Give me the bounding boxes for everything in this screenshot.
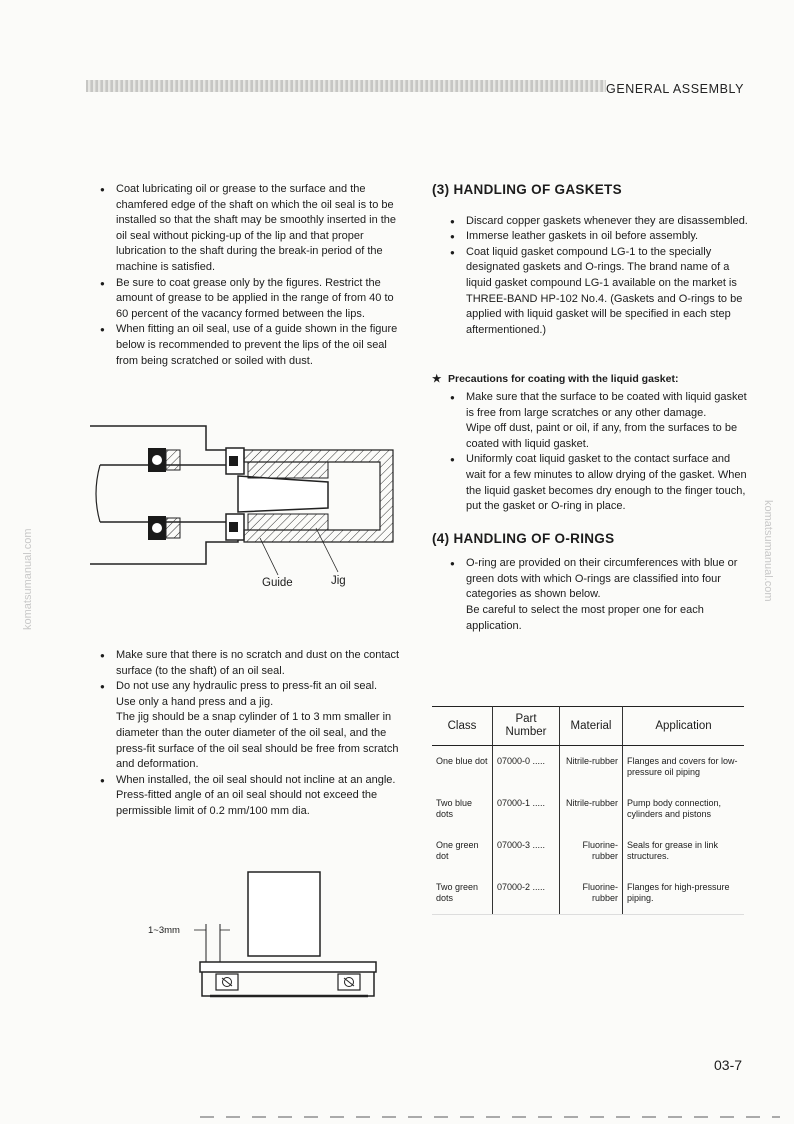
list-item: [450, 452, 748, 514]
bullet-line: Be careful to select the most proper one for each application.: [466, 604, 704, 632]
bullet-line: ● Make sure that there is no scratch and dust on the contact surface (to the shaft) of an oil seal.: [116, 649, 400, 677]
cell-class: Two green dots: [432, 872, 493, 915]
page-number: 03-7: [714, 1057, 743, 1073]
cell-application: Flanges and covers for low-pressure oil piping: [627, 756, 738, 777]
bullet-line: ● O-ring are provided on their circumferences with blue or green dots with which O-rings are classified into four categories as shown below.: [466, 557, 738, 601]
list-item: ● Coat lubricating oil or grease to the surface and the chamfered edge of the shaft on which the oil seal is to be installed so that the shaft may be smoothly inserted in the oil seal without picking-up of the lip and that proper lubrication to the shaft during the break-in period of the machine is satisfied.: [100, 182, 400, 276]
list-item: [100, 773, 400, 820]
precaution-bullets: [450, 390, 748, 515]
list-item: ● Immerse leather gaskets in oil before assembly.: [450, 229, 748, 245]
oil-seal-bullets: [100, 182, 400, 369]
bullet-line: Wipe off dust, paint or oil, if any, from the surfaces to be coated with liquid gasket.: [466, 422, 738, 450]
precautions-heading: [432, 372, 748, 388]
press-fit-bullets: [100, 648, 400, 820]
list-item: [450, 556, 748, 634]
col-part-number: Part Number: [493, 707, 560, 746]
right-column: [432, 182, 748, 634]
section-4-title: (4) HANDLING OF O-RINGS: [432, 530, 615, 546]
oring-bullets: [450, 556, 748, 634]
gasket-bullets: [450, 214, 748, 339]
cell-part: 07000-1 .....: [493, 788, 560, 830]
cell-application: Flanges for high-pressure piping.: [623, 872, 745, 915]
col-material: Material: [560, 707, 623, 746]
cell-class: One blue dot: [432, 746, 493, 789]
list-item: [450, 390, 748, 452]
jig-label: Jig: [331, 575, 346, 587]
cell-application: Pump body connection, cylinders and pistons: [627, 798, 722, 819]
col-class: Class: [432, 707, 493, 746]
header-title: GENERAL ASSEMBLY: [606, 82, 745, 96]
bullet-line: ● Do not use any hydraulic press to press-fit an oil seal.: [116, 680, 378, 693]
bullet-line: Press-fitted angle of an oil seal should not exceed the permissible limit of 0.2 mm/100 mm dia.: [116, 789, 378, 817]
cell-class: One green dot: [432, 830, 493, 872]
table-row: [432, 746, 744, 789]
footer-rule: [200, 1116, 780, 1118]
table-header-row: [432, 707, 744, 746]
header-band: [86, 80, 606, 92]
cell-material: Fluorine-rubber: [560, 872, 623, 915]
cell-application: Seals for grease in link structures.: [627, 840, 719, 861]
cell-material: Fluorine-rubber: [560, 830, 623, 872]
clearance-label: 1~3mm: [148, 925, 180, 936]
bullet-line: ● Uniformly coat liquid gasket to the contact surface and wait for a few minutes to allow drying of the gasket. When the liquid gasket becomes dry enough to the finger touch, put the gasket or O-ring in place.: [466, 453, 747, 513]
table-row: [432, 788, 744, 830]
list-item: ● Be sure to coat grease only by the figures. Restrict the amount of grease to be applied in the range of from 40 to 60 percent of the vacancy formed between the lips.: [100, 276, 400, 323]
star-icon: ★: [432, 373, 442, 386]
bullet-line: ● Make sure that the surface to be coated with liquid gasket is free from large scratches or any other damage.: [466, 390, 747, 419]
list-item: ● Discard copper gaskets whenever they are disassembled.: [450, 214, 748, 230]
left-column-bottom: [100, 648, 400, 820]
oring-class-table: [432, 706, 744, 915]
cell-material: Nitrile-rubber: [560, 788, 623, 830]
section-3-title: (3) HANDLING OF GASKETS: [432, 182, 622, 197]
table-row: [432, 872, 744, 915]
watermark-right: komatsumanual.com: [762, 500, 774, 602]
list-item: ● Coat liquid gasket compound LG-1 to the specially designated gaskets and O-rings. The brand name of a liquid gasket compound LG-1 available on the market is THREE-BAND HP-102 No.4. (Gaskets and O-rings to be applied with liquid gasket will be specified in each step aftermentioned.): [450, 245, 748, 339]
left-column-top: [100, 182, 400, 369]
guide-label: Guide: [262, 577, 293, 589]
press-fit-figure: [140, 868, 390, 1008]
list-item: ● When fitting an oil seal, use of a guide shown in the figure below is recommended to prevent the lips of the oil seal from being scratched or soiled with dust.: [100, 322, 400, 369]
precautions-title: Precautions for coating with the liquid gasket:: [448, 373, 679, 386]
oil-seal-guide-figure: [88, 420, 408, 600]
cell-part: 07000-0 .....: [493, 746, 560, 789]
bullet-line: The jig should be a snap cylinder of 1 to 3 mm smaller in diameter than the outer diameter of the oil seal, and the press-fit surface of the oil seal should be free from scratch and deformation.: [116, 711, 399, 771]
table-row: [432, 830, 744, 872]
col-application: Application: [623, 707, 745, 746]
list-item: [100, 648, 400, 679]
bullet-line: Use only a hand press and a jig.: [116, 695, 274, 708]
list-item: [100, 679, 400, 773]
watermark-left: komatsumanual.com: [22, 528, 34, 630]
cell-part: 07000-3 .....: [493, 830, 560, 872]
cell-part: 07000-2 .....: [493, 872, 560, 915]
cell-class: Two blue dots: [432, 788, 493, 830]
cell-material: Nitrile-rubber: [560, 746, 623, 789]
bullet-line: ● When installed, the oil seal should not incline at an angle.: [116, 773, 396, 786]
